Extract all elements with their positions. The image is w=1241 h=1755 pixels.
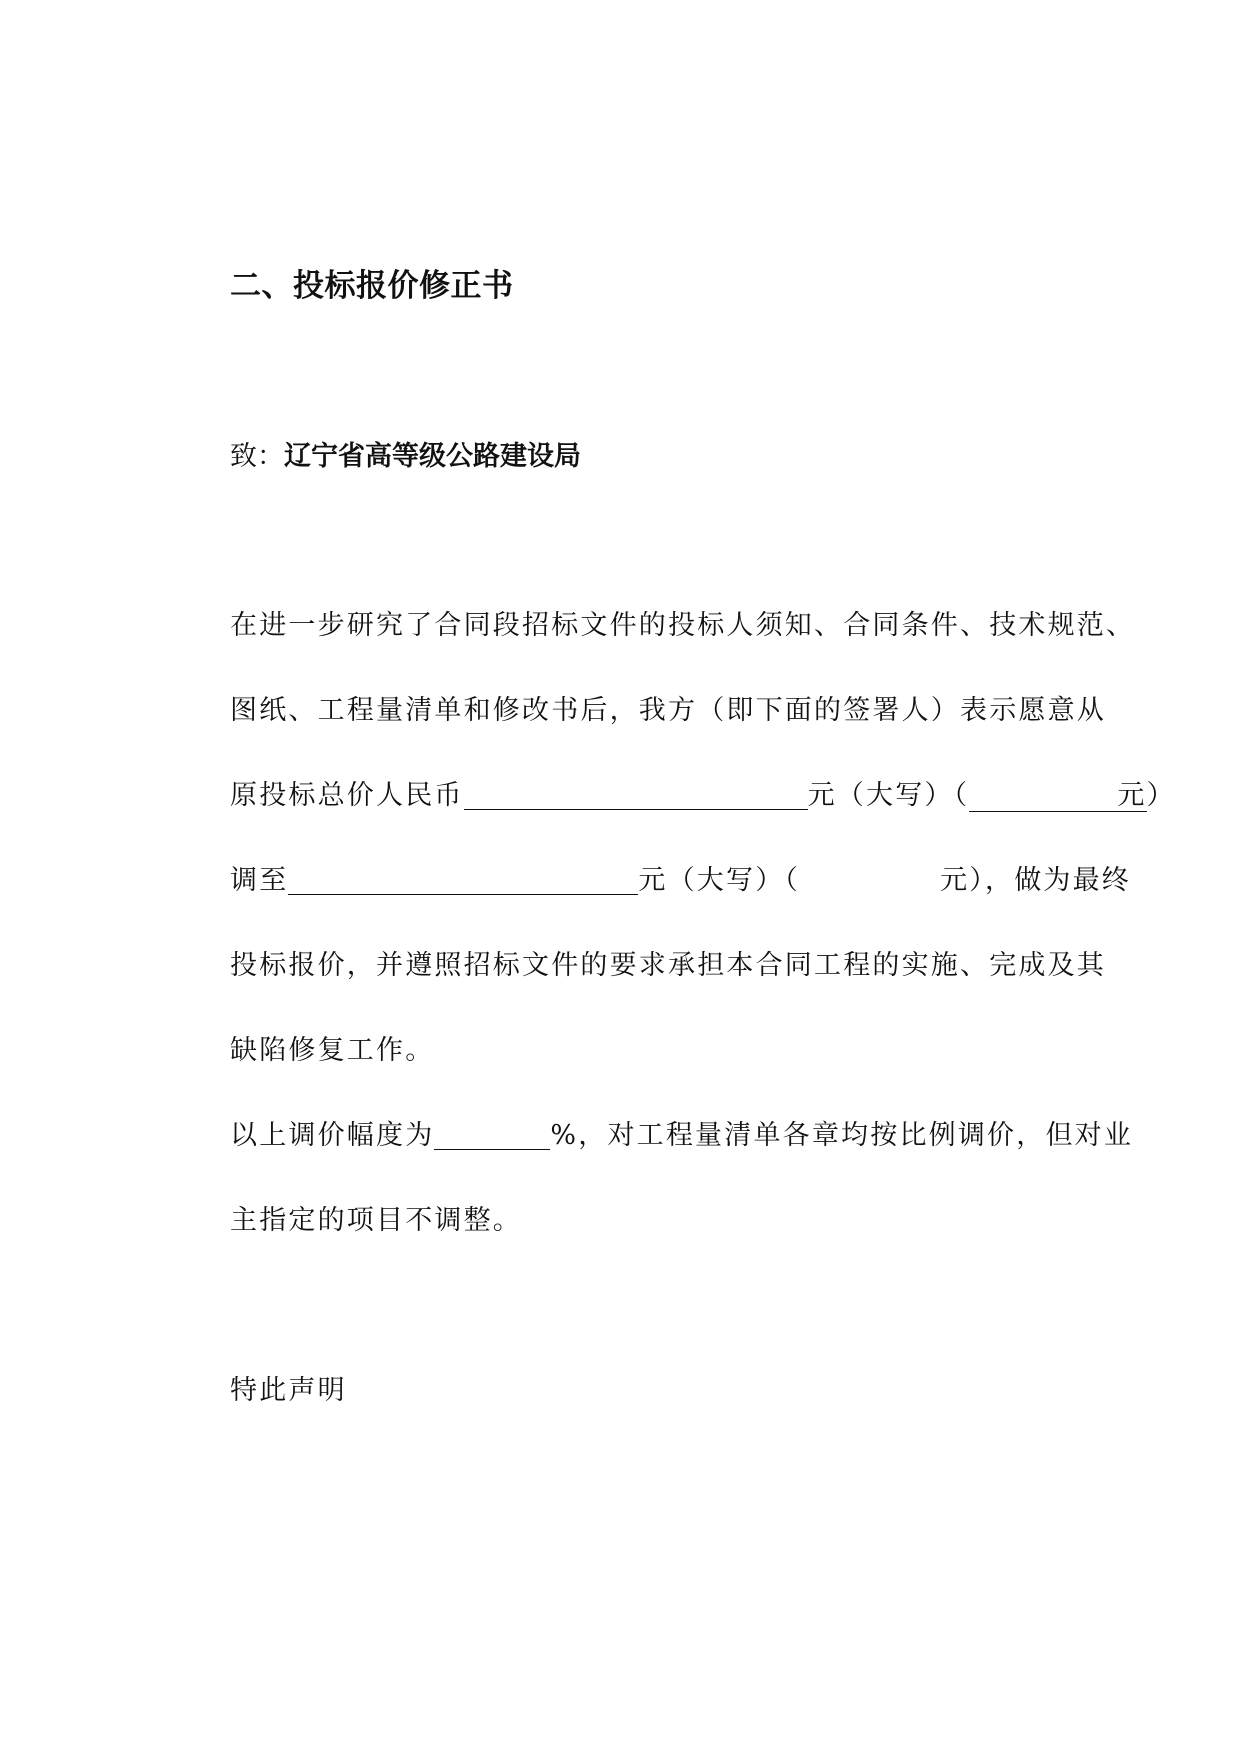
body-line-3 <box>230 776 1176 816</box>
adjustment-rate-blank[interactable] <box>434 1119 550 1150</box>
body-line-1: 在进一步研究了合同段招标文件的投标人须知、合同条件、技术规范、 <box>230 610 1136 641</box>
body-line-2: 图纸、工程量清单和修改书后，我方（即下面的签署人）表示愿意从 <box>230 695 1106 726</box>
addressee-line <box>230 434 581 473</box>
original-price-close-paren: ） <box>1146 780 1176 811</box>
original-price-words-blank[interactable] <box>969 780 1146 812</box>
adjustment-rate-label: 以上调价幅度为 <box>230 1120 435 1151</box>
original-price-unit: 元（大写）（ <box>807 780 970 811</box>
addressee-prefix: 致： <box>230 441 284 472</box>
adjusted-price-label: 调至 <box>230 865 289 896</box>
original-price-label: 原投标总价人民币 <box>230 780 464 811</box>
adjusted-price-suffix: 元），做为最终 <box>940 865 1132 896</box>
body-line-7 <box>230 1116 1133 1156</box>
addressee-organization: 辽宁省高等级公路建设局 <box>284 441 581 472</box>
body-line-6: 缺陷修复工作。 <box>230 1035 435 1066</box>
adjusted-price-unit: 元（大写）（ <box>638 865 801 896</box>
body-line-4 <box>230 861 1131 901</box>
closing-statement: 特此声明 <box>230 1375 347 1406</box>
body-line-8: 主指定的项目不调整。 <box>230 1205 522 1236</box>
adjustment-rate-suffix: %，对工程量清单各章均按比例调价，但对业 <box>550 1120 1134 1151</box>
document-title: 二、投标报价修正书 <box>230 268 514 304</box>
original-price-words-unit: 元 <box>1117 780 1147 811</box>
adjusted-price-blank[interactable] <box>288 864 638 895</box>
original-price-blank[interactable] <box>464 779 808 810</box>
body-line-5: 投标报价，并遵照招标文件的要求承担本合同工程的实施、完成及其 <box>230 950 1106 981</box>
